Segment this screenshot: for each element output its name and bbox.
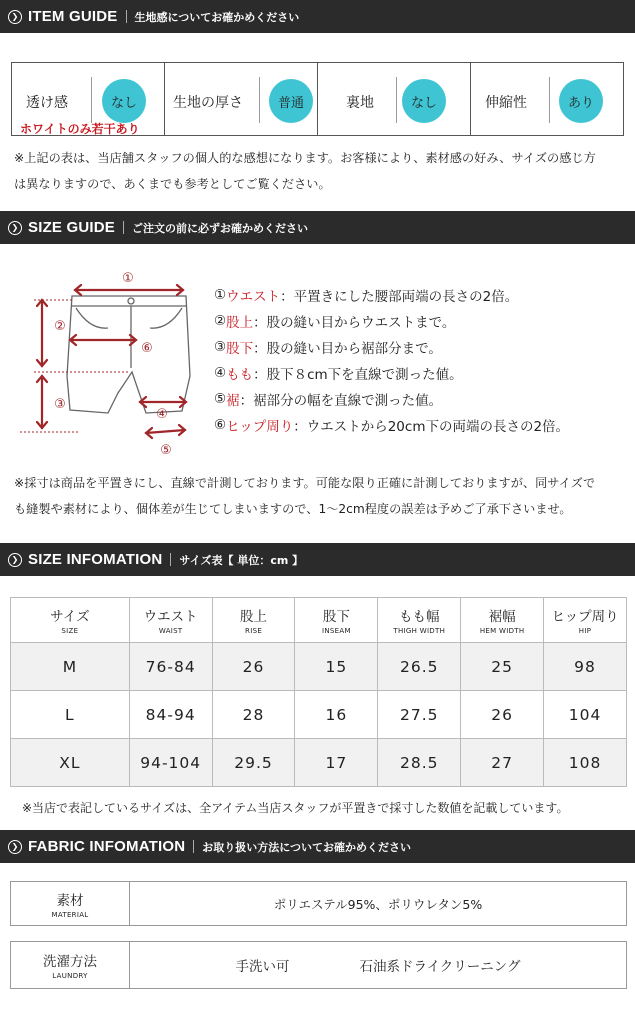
guide-badge: なし	[402, 79, 446, 123]
table-cell: 28	[212, 691, 295, 739]
fabric-info-header	[0, 830, 635, 863]
divider	[123, 221, 124, 234]
guide-label: 生地の厚さ	[173, 95, 243, 111]
item-num: ③	[214, 339, 227, 355]
table-cell: 26	[461, 691, 544, 739]
item-desc: ：裾部分の幅を直線で測った値。	[239, 393, 443, 409]
table-cell: 29.5	[212, 739, 295, 787]
fabric-key-jp: 洗濯方法	[43, 954, 97, 970]
item-guide-header	[0, 0, 635, 33]
table-cell: 26.5	[378, 643, 461, 691]
label-6: ⑥	[141, 341, 153, 356]
label-1: ①	[122, 271, 134, 286]
size-guide-note	[14, 470, 595, 522]
table-cell: 104	[544, 691, 627, 739]
item-desc: ：股下８cm下を直線で測った値。	[253, 367, 463, 383]
column-header: 股下 INSEAM	[295, 598, 378, 643]
guide-cell-stretch	[471, 63, 623, 135]
table-header-row	[11, 598, 627, 643]
guide-label: 裏地	[346, 95, 374, 111]
table-row	[11, 739, 627, 787]
laundry-value: 石油系ドライクリーニング	[359, 959, 521, 975]
pocket-left	[76, 308, 108, 328]
guide-note: ホワイトのみ若干あり	[20, 122, 140, 136]
size-guide-item	[214, 386, 569, 412]
fabric-key-jp: 素材	[56, 892, 84, 909]
item-key: ヒップ周り	[226, 419, 294, 435]
note-line: ※採寸は商品を平置きにし、直線で計測しております。可能な限り正確に計測しておりますが、同サイズで	[14, 476, 596, 490]
section-subtitle: サイズ表【 単位：cm 】	[179, 553, 304, 567]
fabric-key-en: MATERIAL	[51, 910, 89, 919]
divider	[126, 10, 127, 23]
chevron-right-icon: ❯	[8, 840, 22, 854]
table-cell: 25	[461, 643, 544, 691]
table-cell: 98	[544, 643, 627, 691]
table-row	[11, 643, 627, 691]
guide-badge: なし	[102, 79, 146, 123]
guide-badge: あり	[559, 79, 603, 123]
divider	[170, 553, 171, 566]
table-cell: 27.5	[378, 691, 461, 739]
label-5: ⑤	[160, 443, 172, 458]
item-num: ④	[214, 365, 227, 381]
guide-cell-sheerness	[12, 63, 165, 135]
guide-cell-lining	[318, 63, 471, 135]
item-desc: ：股の縫い目から裾部分まで。	[253, 341, 442, 357]
fabric-value	[130, 942, 626, 988]
table-cell: 76-84	[129, 643, 212, 691]
material-value: ポリエステル95%、ポリウレタン5%	[273, 896, 483, 912]
divider	[193, 840, 194, 853]
label-4: ④	[156, 407, 168, 422]
section-subtitle: 生地感についてお確かめください	[134, 10, 300, 24]
section-title: FABRIC INFOMATION	[28, 838, 186, 855]
table-cell: 16	[295, 691, 378, 739]
column-header: ウエスト WAIST	[129, 598, 212, 643]
column-header: 裾幅 HEM WIDTH	[461, 598, 544, 643]
size-guide-header	[0, 211, 635, 244]
item-key: ウエスト	[226, 289, 281, 305]
table-cell: 17	[295, 739, 378, 787]
table-cell: L	[11, 691, 130, 739]
size-guide-item	[214, 360, 569, 386]
guide-badge: 普通	[269, 79, 313, 123]
size-table	[10, 597, 627, 787]
size-guide-list	[214, 282, 569, 438]
item-key: もも	[226, 367, 254, 383]
label-2: ②	[54, 319, 66, 334]
item-num: ②	[214, 313, 227, 329]
column-header: もも幅 THIGH WIDTH	[378, 598, 461, 643]
item-desc: ：股の縫い目からウエストまで。	[253, 315, 456, 331]
guide-cell-thickness	[165, 63, 318, 135]
note-line: も縫製や素材により、個体差が生じてしまいますので、1〜2cm程度の誤差は予めご了承下さいませ。	[14, 502, 572, 516]
item-num: ⑤	[214, 391, 227, 407]
fabric-value	[130, 882, 626, 925]
item-desc: ：平置きにした腰部両端の長さの2倍。	[280, 289, 519, 305]
size-guide-item	[214, 334, 569, 360]
divider	[91, 77, 92, 123]
item-key: 股下	[226, 341, 254, 357]
table-cell: M	[11, 643, 130, 691]
section-subtitle: ご注文の前に必ずお確かめください	[132, 221, 309, 235]
table-cell: 27	[461, 739, 544, 787]
table-cell: 28.5	[378, 739, 461, 787]
note-line: ※上記の表は、当店舗スタッフの個人的な感想になります。お客様により、素材感の好み、サイズの感じ方	[14, 151, 596, 165]
table-cell: 108	[544, 739, 627, 787]
divider	[396, 77, 397, 123]
fabric-key	[11, 882, 130, 925]
table-cell: 84-94	[129, 691, 212, 739]
section-title: ITEM GUIDE	[28, 8, 118, 25]
item-desc: ：ウエストから20cm下の両端の長さの2倍。	[293, 419, 570, 435]
measure-hem	[146, 430, 185, 433]
table-cell: XL	[11, 739, 130, 787]
laundry-value: 手洗い可	[235, 959, 290, 975]
fabric-key	[11, 942, 130, 988]
table-cell: 94-104	[129, 739, 212, 787]
button-icon	[128, 298, 134, 304]
table-cell: 26	[212, 643, 295, 691]
size-guide-item	[214, 308, 569, 334]
chevron-right-icon: ❯	[8, 221, 22, 235]
section-title: SIZE GUIDE	[28, 219, 116, 236]
column-header: ヒップ周り HIP	[544, 598, 627, 643]
item-num: ⑥	[214, 417, 227, 433]
size-info-note: ※当店で表記しているサイズは、全アイテム当店スタッフが平置きで採寸した数値を記載しています。	[22, 801, 569, 815]
column-header: サイズ SIZE	[11, 598, 130, 643]
fabric-material-row	[10, 881, 627, 926]
item-key: 股上	[226, 315, 254, 331]
pocket-right	[150, 308, 182, 328]
guide-label: 伸縮性	[485, 95, 527, 111]
size-info-header	[0, 543, 635, 576]
fabric-laundry-row	[10, 941, 627, 989]
item-guide-note	[14, 145, 596, 197]
chevron-right-icon: ❯	[8, 553, 22, 567]
size-guide-item	[214, 282, 569, 308]
guide-label: 透け感	[26, 95, 68, 111]
label-3: ③	[54, 397, 66, 412]
fabric-key-en: LAUNDRY	[52, 972, 88, 980]
divider	[549, 77, 550, 123]
shorts-outline	[67, 296, 190, 413]
item-key: 裾	[226, 393, 240, 409]
table-row	[11, 691, 627, 739]
section-subtitle: お取り扱い方法についてお確かめください	[202, 840, 412, 854]
section-title: SIZE INFOMATION	[28, 551, 163, 568]
item-num: ①	[214, 287, 227, 303]
item-guide-box	[11, 62, 624, 136]
note-line: は異なりますので、あくまでも参考としてご覧ください。	[14, 177, 331, 191]
chevron-right-icon: ❯	[8, 10, 22, 24]
table-cell: 15	[295, 643, 378, 691]
size-guide-item	[214, 412, 569, 438]
shorts-diagram	[20, 268, 210, 458]
divider	[259, 77, 260, 123]
column-header: 股上 RISE	[212, 598, 295, 643]
